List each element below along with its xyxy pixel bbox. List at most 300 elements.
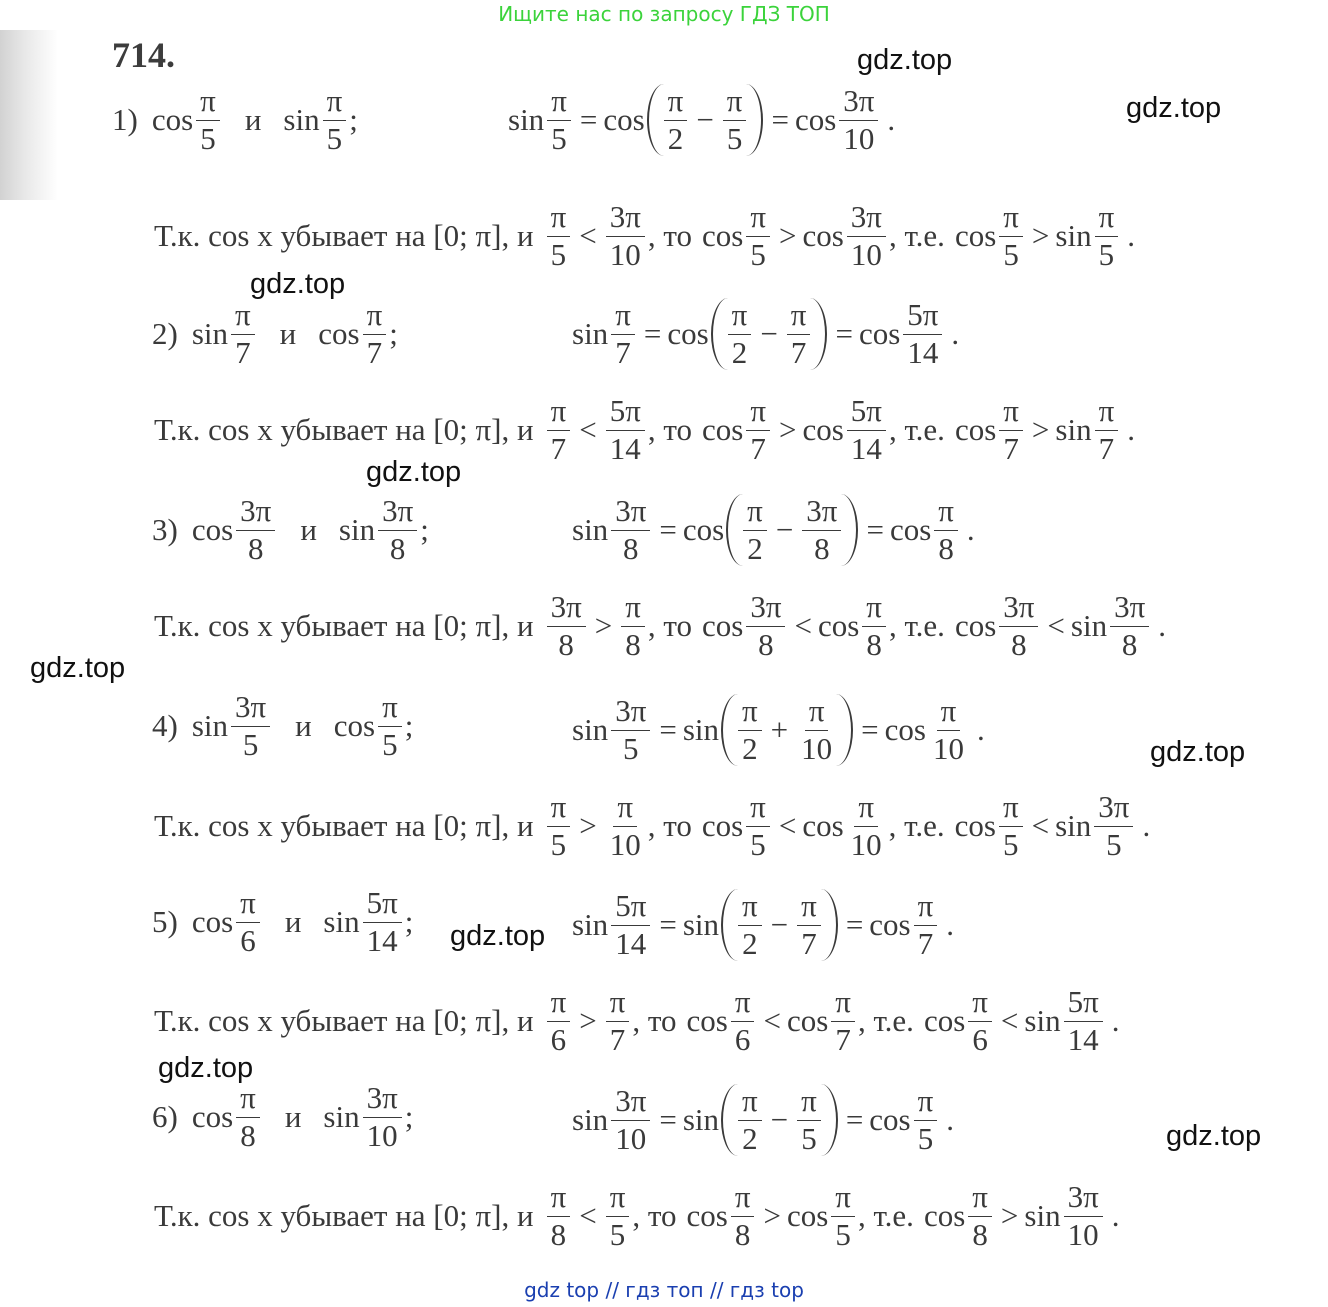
transform-line: [572, 494, 981, 566]
scan-shadow: [0, 30, 58, 200]
fraction: [797, 889, 821, 961]
fraction-denominator: 7: [1098, 430, 1115, 466]
reasoning-text: , то: [632, 1198, 677, 1234]
fraction-numerator: π: [854, 790, 878, 827]
fraction-numerator: 3π: [236, 494, 275, 531]
comparison-sign: >: [763, 1198, 781, 1234]
reasoning-text: , т.е.: [888, 218, 945, 254]
fraction-denominator: 5: [550, 236, 567, 272]
fraction: [363, 886, 402, 958]
punctuation: .: [1111, 1003, 1120, 1039]
fraction: [847, 200, 886, 272]
fraction-denominator: 2: [742, 1120, 758, 1156]
equals-sign: =: [579, 102, 598, 138]
fraction-denominator: 14: [615, 925, 647, 961]
search-hint-banner[interactable]: Ищите нас по запросу ГДЗ ТОП: [498, 2, 830, 26]
fraction-denominator: 10: [850, 236, 882, 272]
fraction-denominator: 10: [932, 730, 964, 766]
fraction: [738, 1084, 762, 1156]
fraction: [797, 694, 836, 766]
fraction: [999, 394, 1023, 466]
part-label: 6): [152, 1099, 178, 1135]
comparison-sign: >: [1031, 218, 1050, 254]
reasoning-text: , т.е.: [888, 808, 945, 844]
fraction-denominator: 5: [1003, 826, 1019, 862]
equals-sign: =: [659, 512, 677, 548]
fraction-denominator: 8: [623, 530, 639, 566]
fraction: [231, 690, 270, 762]
function-name: sin: [572, 907, 609, 943]
fraction-denominator: 5: [200, 120, 216, 156]
fraction-numerator: π: [731, 985, 755, 1022]
fraction: [378, 690, 402, 762]
punctuation: ;: [404, 1099, 414, 1135]
fraction-denominator: 5: [550, 826, 567, 862]
fraction-numerator: 3π: [1094, 790, 1133, 827]
fraction-denominator: 8: [814, 530, 830, 566]
fraction-numerator: 3π: [847, 200, 886, 237]
fraction-numerator: π: [731, 1180, 755, 1217]
reasoning-text: Т.к. cos x убывает на [0; π], и: [154, 1003, 534, 1039]
fraction: [1064, 1180, 1103, 1252]
fraction-denominator: 5: [1003, 236, 1019, 272]
function-name: sin: [572, 316, 609, 352]
punctuation: .: [1111, 1198, 1120, 1234]
fraction-numerator: 3π: [839, 84, 878, 121]
function-name: cos: [682, 512, 725, 548]
fraction: [968, 985, 992, 1057]
fraction-numerator: 3π: [1110, 590, 1149, 627]
fraction-numerator: π: [547, 790, 571, 827]
function-name: cos: [954, 608, 997, 644]
fraction: [914, 889, 938, 961]
reasoning-text: , то: [647, 608, 692, 644]
fraction-numerator: π: [746, 790, 770, 827]
part-label: 1): [112, 102, 138, 138]
pair-line: [152, 494, 429, 566]
fraction: [738, 889, 762, 961]
fraction-denominator: 7: [609, 1021, 626, 1057]
function-name: cos: [667, 316, 709, 352]
fraction-numerator: π: [606, 985, 630, 1022]
function-name: cos: [701, 808, 744, 844]
operator: −: [775, 512, 794, 548]
fraction: [862, 590, 886, 662]
part-label: 3): [152, 512, 178, 548]
fraction: [378, 494, 417, 566]
fraction: [787, 298, 811, 370]
fraction: [797, 1084, 821, 1156]
transform-line: [508, 84, 901, 156]
punctuation: .: [966, 512, 975, 548]
fraction: [547, 1180, 571, 1252]
fraction: [664, 84, 688, 156]
comparison-sign: >: [579, 1003, 597, 1039]
punctuation: .: [976, 712, 985, 748]
comparison-sign: <: [579, 412, 597, 448]
function-name: sin: [191, 316, 229, 352]
punctuation: ;: [420, 512, 429, 548]
fraction-denominator: 7: [790, 334, 807, 370]
fraction: [547, 394, 571, 466]
fraction: [611, 694, 650, 766]
punctuation: ;: [404, 904, 414, 940]
fraction: [236, 1081, 260, 1153]
function-name: sin: [338, 512, 376, 548]
parenthesized-argument: [721, 694, 853, 766]
fraction: [363, 1081, 402, 1153]
fraction-numerator: π: [743, 494, 767, 531]
fraction: [934, 494, 958, 566]
watermark: gdz.top: [30, 652, 126, 684]
function-name: cos: [954, 412, 997, 448]
watermark: gdz.top: [1150, 736, 1246, 768]
comparison-sign: <: [1000, 1003, 1019, 1039]
operator: +: [770, 712, 789, 748]
function-name: cos: [686, 1198, 728, 1234]
comparison-sign: <: [1047, 608, 1065, 644]
fraction-numerator: π: [723, 84, 747, 121]
fraction: [547, 790, 571, 862]
fraction-numerator: π: [914, 1084, 938, 1121]
comparison-sign: >: [778, 412, 797, 448]
equals-sign: =: [643, 316, 662, 352]
fraction-denominator: 5: [623, 730, 639, 766]
fraction-numerator: 5π: [903, 298, 942, 335]
conjunction: и: [284, 904, 302, 940]
fraction-numerator: π: [746, 200, 770, 237]
fraction: [236, 886, 260, 958]
function-name: sin: [283, 102, 320, 138]
fraction: [738, 694, 762, 766]
fraction: [723, 84, 747, 156]
fraction-numerator: π: [547, 394, 571, 431]
fraction-denominator: 2: [731, 334, 748, 370]
fraction-denominator: 10: [366, 1117, 398, 1153]
fraction-numerator: π: [831, 1180, 855, 1217]
fraction: [611, 889, 650, 961]
fraction-denominator: 14: [366, 922, 398, 958]
fraction-numerator: π: [968, 1180, 992, 1217]
function-name: cos: [191, 1099, 234, 1135]
fraction: [323, 84, 347, 156]
fraction: [831, 985, 855, 1057]
conjunction: и: [284, 1099, 302, 1135]
fraction-numerator: 3π: [363, 1081, 402, 1118]
comparison-sign: <: [579, 218, 597, 254]
fraction-numerator: π: [236, 1081, 260, 1118]
conjunction: и: [279, 316, 297, 352]
fraction-denominator: 8: [938, 530, 954, 566]
function-name: sin: [1055, 218, 1092, 254]
fraction-numerator: π: [738, 889, 762, 926]
function-name: cos: [702, 218, 744, 254]
fraction: [731, 985, 755, 1057]
fraction: [1110, 590, 1149, 662]
watermark: gdz.top: [450, 920, 546, 952]
function-name: sin: [1024, 1003, 1061, 1039]
fraction-numerator: 3π: [231, 690, 270, 727]
function-name: cos: [923, 1198, 966, 1234]
function-name: cos: [923, 1003, 966, 1039]
fraction-numerator: π: [196, 84, 220, 121]
footer-links[interactable]: gdz top // гдз топ // гдз top: [524, 1278, 804, 1302]
operator: −: [696, 102, 714, 138]
comparison-sign: <: [579, 1198, 597, 1234]
fraction: [611, 494, 650, 566]
fraction-denominator: 5: [551, 120, 567, 156]
transform-line: [572, 1084, 960, 1156]
fraction: [606, 985, 630, 1057]
fraction-denominator: 7: [615, 334, 631, 370]
function-name: sin: [682, 907, 720, 943]
fraction-numerator: 3π: [378, 494, 417, 531]
parenthesized-argument: [647, 84, 764, 156]
fraction-numerator: π: [547, 1180, 571, 1217]
reasoning-text: Т.к. cos x убывает на [0; π], и: [154, 412, 534, 448]
reasoning-text: Т.к. cos x убывает на [0; π], и: [154, 218, 534, 254]
function-name: sin: [682, 1102, 720, 1138]
equals-sign: =: [659, 712, 677, 748]
reasoning-line: [154, 985, 1126, 1057]
fraction: [903, 298, 942, 370]
fraction-denominator: 8: [240, 1117, 256, 1153]
fraction-numerator: π: [746, 394, 770, 431]
comparison-sign: >: [579, 808, 597, 844]
fraction-denominator: 7: [550, 430, 567, 466]
fraction-denominator: 5: [1106, 826, 1122, 862]
fraction-denominator: 2: [747, 530, 763, 566]
pair-line: [152, 886, 413, 958]
fraction: [999, 790, 1023, 862]
fraction: [363, 298, 387, 370]
fraction-numerator: π: [323, 84, 347, 121]
function-name: cos: [191, 512, 234, 548]
function-name: cos: [869, 1102, 911, 1138]
fraction-denominator: 5: [750, 826, 766, 862]
punctuation: .: [887, 102, 896, 138]
reasoning-text: , то: [647, 218, 692, 254]
fraction-numerator: π: [728, 298, 752, 335]
reasoning-line: [154, 590, 1172, 662]
equals-sign: =: [861, 712, 879, 748]
reasoning-line: [154, 1180, 1126, 1252]
punctuation: ;: [404, 708, 414, 744]
fraction-numerator: π: [805, 694, 829, 731]
fraction: [231, 298, 255, 370]
pair-line: [152, 1081, 413, 1153]
reasoning-text: , то: [647, 808, 692, 844]
function-name: cos: [869, 907, 911, 943]
fraction: [847, 790, 886, 862]
function-name: cos: [603, 102, 645, 138]
equals-sign: =: [866, 512, 884, 548]
fraction: [746, 590, 785, 662]
parenthesized-argument: [711, 298, 828, 370]
fraction-numerator: π: [606, 1180, 630, 1217]
fraction-denominator: 10: [615, 1120, 647, 1156]
comparison-sign: >: [778, 218, 797, 254]
function-name: cos: [802, 808, 844, 844]
function-name: cos: [702, 608, 744, 644]
fraction-numerator: π: [621, 590, 645, 627]
function-name: cos: [889, 512, 932, 548]
fraction-numerator: π: [937, 694, 961, 731]
function-name: cos: [794, 102, 837, 138]
equals-sign: =: [845, 907, 864, 943]
fraction: [547, 84, 571, 156]
equals-sign: =: [659, 1102, 677, 1138]
fraction: [731, 1180, 755, 1252]
function-name: cos: [817, 608, 860, 644]
function-name: cos: [702, 412, 744, 448]
fraction-numerator: π: [831, 985, 855, 1022]
watermark: gdz.top: [857, 44, 953, 76]
function-name: sin: [572, 1102, 609, 1138]
equals-sign: =: [659, 907, 677, 943]
fraction-numerator: π: [797, 1084, 821, 1121]
watermark: gdz.top: [1126, 92, 1222, 124]
operator: −: [760, 316, 778, 352]
reasoning-text: , т.е.: [857, 1003, 914, 1039]
fraction-numerator: 3π: [802, 494, 841, 531]
punctuation: .: [951, 316, 960, 352]
fraction-denominator: 8: [734, 1216, 751, 1252]
operator: −: [770, 1102, 789, 1138]
fraction-numerator: π: [547, 200, 571, 237]
fraction-denominator: 8: [972, 1216, 988, 1252]
fraction-numerator: π: [787, 298, 811, 335]
comparison-sign: <: [1031, 808, 1050, 844]
fraction-denominator: 7: [1003, 430, 1019, 466]
fraction-numerator: π: [378, 690, 402, 727]
fraction-denominator: 5: [242, 726, 259, 762]
fraction-numerator: π: [547, 985, 571, 1022]
fraction: [606, 200, 645, 272]
fraction: [743, 494, 767, 566]
fraction-denominator: 10: [1067, 1216, 1099, 1252]
function-name: sin: [1055, 808, 1092, 844]
pair-line: [112, 84, 358, 156]
reasoning-text: Т.к. cos x убывает на [0; π], и: [154, 808, 534, 844]
fraction-numerator: 5π: [606, 394, 645, 431]
fraction-numerator: π: [738, 1084, 762, 1121]
reasoning-text: , то: [632, 1003, 677, 1039]
function-name: sin: [682, 712, 720, 748]
fraction: [1095, 394, 1119, 466]
function-name: cos: [802, 218, 844, 254]
fraction-numerator: π: [968, 985, 992, 1022]
function-name: sin: [323, 1099, 360, 1135]
watermark: gdz.top: [158, 1052, 254, 1084]
function-name: cos: [858, 316, 901, 352]
reasoning-text: , то: [647, 412, 692, 448]
fraction-denominator: 5: [1098, 236, 1115, 272]
function-name: sin: [508, 102, 545, 138]
fraction-numerator: 5π: [1064, 985, 1103, 1022]
comparison-sign: >: [1031, 412, 1050, 448]
reasoning-text: , т.е.: [888, 412, 945, 448]
fraction-denominator: 10: [609, 236, 641, 272]
fraction: [746, 790, 770, 862]
watermark: gdz.top: [1166, 1120, 1262, 1152]
fraction-numerator: π: [231, 298, 255, 335]
fraction-numerator: π: [797, 889, 821, 926]
fraction: [611, 298, 635, 370]
transform-line: [572, 298, 965, 370]
function-name: cos: [802, 412, 844, 448]
fraction: [1064, 985, 1103, 1057]
fraction-denominator: 5: [326, 120, 343, 156]
transform-line: [572, 889, 960, 961]
function-name: cos: [318, 316, 360, 352]
fraction: [547, 200, 571, 272]
fraction-numerator: π: [999, 394, 1023, 431]
reasoning-line: [154, 790, 1156, 862]
fraction-numerator: 3π: [611, 694, 650, 731]
fraction-numerator: π: [999, 790, 1023, 827]
fraction-denominator: 5: [609, 1216, 626, 1252]
comparison-sign: >: [594, 608, 613, 644]
punctuation: ;: [349, 102, 358, 138]
function-name: sin: [1070, 608, 1108, 644]
fraction-numerator: 5π: [847, 394, 886, 431]
part-label: 5): [152, 904, 178, 940]
fraction-denominator: 5: [835, 1216, 851, 1252]
function-name: sin: [323, 904, 360, 940]
fraction-numerator: 3π: [606, 200, 645, 237]
fraction-denominator: 8: [1011, 626, 1027, 662]
fraction: [728, 298, 752, 370]
fraction-denominator: 7: [835, 1021, 851, 1057]
conjunction: и: [295, 708, 312, 744]
fraction-denominator: 6: [972, 1021, 988, 1057]
reasoning-line: [154, 200, 1141, 272]
fraction-numerator: π: [613, 790, 637, 827]
fraction-denominator: 2: [742, 925, 758, 961]
function-name: cos: [333, 708, 376, 744]
function-name: cos: [786, 1003, 829, 1039]
fraction-numerator: 5π: [611, 889, 650, 926]
comparison-sign: <: [794, 608, 812, 644]
fraction-denominator: 8: [247, 530, 264, 566]
reasoning-text: , т.е.: [857, 1198, 914, 1234]
fraction-numerator: π: [914, 889, 938, 926]
fraction-denominator: 5: [726, 120, 743, 156]
fraction-denominator: 10: [843, 120, 875, 156]
fraction-numerator: π: [664, 84, 688, 121]
punctuation: .: [1127, 218, 1135, 254]
fraction: [611, 1084, 650, 1156]
function-name: sin: [572, 712, 609, 748]
pair-line: [152, 298, 398, 370]
operator: −: [770, 907, 789, 943]
function-name: cos: [786, 1198, 829, 1234]
punctuation: .: [1142, 808, 1151, 844]
comparison-sign: <: [778, 808, 797, 844]
transform-line: [572, 694, 991, 766]
fraction: [1094, 790, 1133, 862]
fraction-denominator: 7: [801, 925, 817, 961]
fraction-denominator: 2: [667, 120, 684, 156]
fraction-numerator: π: [862, 590, 886, 627]
fraction-denominator: 14: [850, 430, 882, 466]
fraction-numerator: π: [999, 200, 1023, 237]
function-name: cos: [191, 904, 234, 940]
fraction-denominator: 8: [625, 626, 641, 662]
fraction-denominator: 8: [550, 1216, 567, 1252]
fraction: [914, 1084, 938, 1156]
